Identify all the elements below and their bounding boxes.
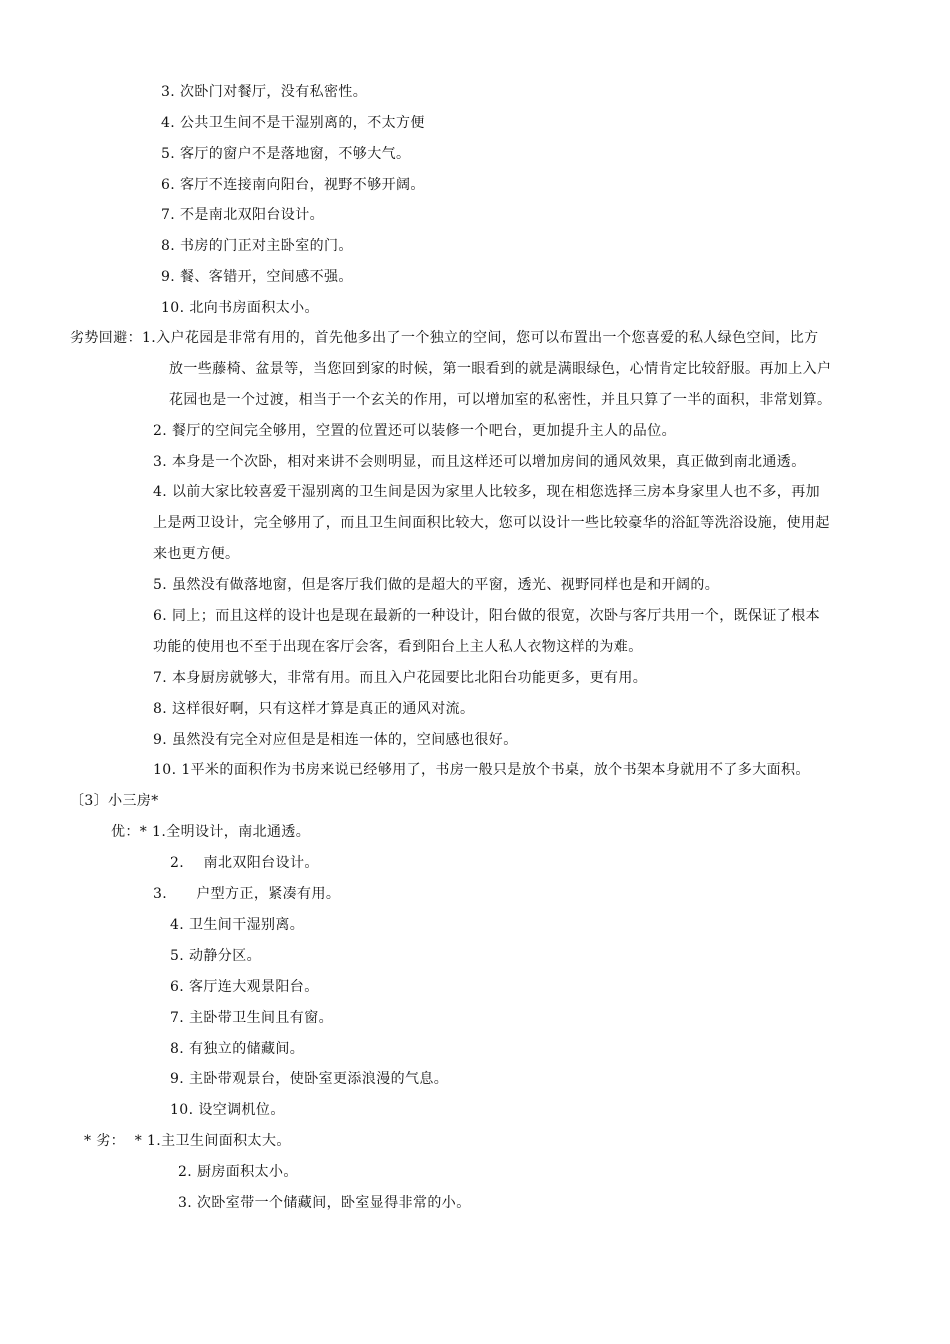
- text-line: 3. 户型方正，紧凑有用。: [153, 886, 341, 902]
- text-line: 9. 餐、客错开，空间感不强。: [161, 269, 353, 285]
- text-line: 功能的使用也不至于出现在客厅会客，看到阳台上主人私人衣物这样的为难。: [153, 639, 643, 655]
- text-line: 9. 主卧带观景台，使卧室更添浪漫的气息。: [170, 1071, 449, 1087]
- text-line: 4. 卫生间干湿别离。: [170, 917, 305, 933]
- text-line: 4. 以前大家比较喜爱干湿别离的卫生间是因为家里人比较多，现在相您选择三房本身家里人也不多，再加: [153, 484, 821, 500]
- text-line: 2. 厨房面积太小。: [178, 1164, 298, 1180]
- text-line: 5. 虽然没有做落地窗，但是客厅我们做的是超大的平窗，透光、视野同样也是和开阔的。: [153, 577, 720, 593]
- text-line: 7. 本身厨房就够大，非常有用。而且入户花园要比北阳台功能更多，更有用。: [153, 670, 648, 686]
- text-line: 3. 次卧门对餐厅，没有私密性。: [161, 84, 368, 100]
- text-line: 来也更方便。: [153, 546, 240, 562]
- text-line: 8. 书房的门正对主卧室的门。: [161, 238, 353, 254]
- text-line: 2. 南北双阳台设计。: [170, 855, 319, 871]
- text-line: 9. 虽然没有完全对应但是是相连一体的，空间感也很好。: [153, 732, 518, 748]
- text-line: 5. 动静分区。: [170, 948, 262, 964]
- text-line: 上是两卫设计，完全够用了，而且卫生间面积比较大，您可以设计一些比较豪华的浴缸等洗浴设施，使用起: [153, 515, 830, 531]
- text-line: 6. 客厅连大观景阳台。: [170, 979, 319, 995]
- text-line: 3. 本身是一个次卧，相对来讲不会则明显，而且这样还可以增加房间的通风效果，真正做到南北通透。: [153, 454, 806, 470]
- text-line: 8. 有独立的储藏间。: [170, 1041, 305, 1057]
- text-line: 6. 客厅不连接南向阳台，视野不够开阔。: [161, 177, 425, 193]
- section-heading: 〔3〕小三房*: [70, 793, 159, 809]
- text-line: 7. 主卧带卫生间且有窗。: [170, 1010, 334, 1026]
- text-line: 劣势回避：1.入户花园是非常有用的，首先他多出了一个独立的空间，您可以布置出一个您喜爱的私人绿色空间，比方: [70, 330, 819, 346]
- text-line: 放一些藤椅、盆景等，当您回到家的时候，第一眼看到的就是满眼绿色，心情肯定比较舒服。再加上入户: [169, 361, 832, 377]
- text-line: 8. 这样很好啊，只有这样才算是真正的通风对流。: [153, 701, 475, 717]
- text-line: 6. 同上；而且这样的设计也是现在最新的一种设计，阳台做的很宽，次卧与客厅共用一个，既保证了根本: [153, 608, 821, 624]
- text-line: 花园也是一个过渡，相当于一个玄关的作用，可以增加室的私密性，并且只算了一半的面积，非常划算。: [169, 392, 832, 408]
- text-line: 10. 1平米的面积作为书房来说已经够用了，书房一般只是放个书桌，放个书架本身就用不了多大面积。: [153, 762, 810, 778]
- text-line: 4. 公共卫生间不是干湿别离的，不太方便: [161, 115, 425, 131]
- text-line: 优：* 1.全明设计，南北通透。: [111, 824, 311, 840]
- text-line: 7. 不是南北双阳台设计。: [161, 207, 325, 223]
- text-line: 10. 北向书房面积太小。: [161, 300, 319, 316]
- text-line: 5. 客厅的窗户不是落地窗，不够大气。: [161, 146, 411, 162]
- text-line: 2. 餐厅的空间完全够用，空置的位置还可以装修一个吧台，更加提升主人的品位。: [153, 423, 677, 439]
- text-line: 3. 次卧室带一个储藏间，卧室显得非常的小。: [178, 1195, 471, 1211]
- text-line: * 劣： * 1.主卫生间面积太大。: [84, 1133, 291, 1149]
- text-line: 10. 设空调机位。: [170, 1102, 285, 1118]
